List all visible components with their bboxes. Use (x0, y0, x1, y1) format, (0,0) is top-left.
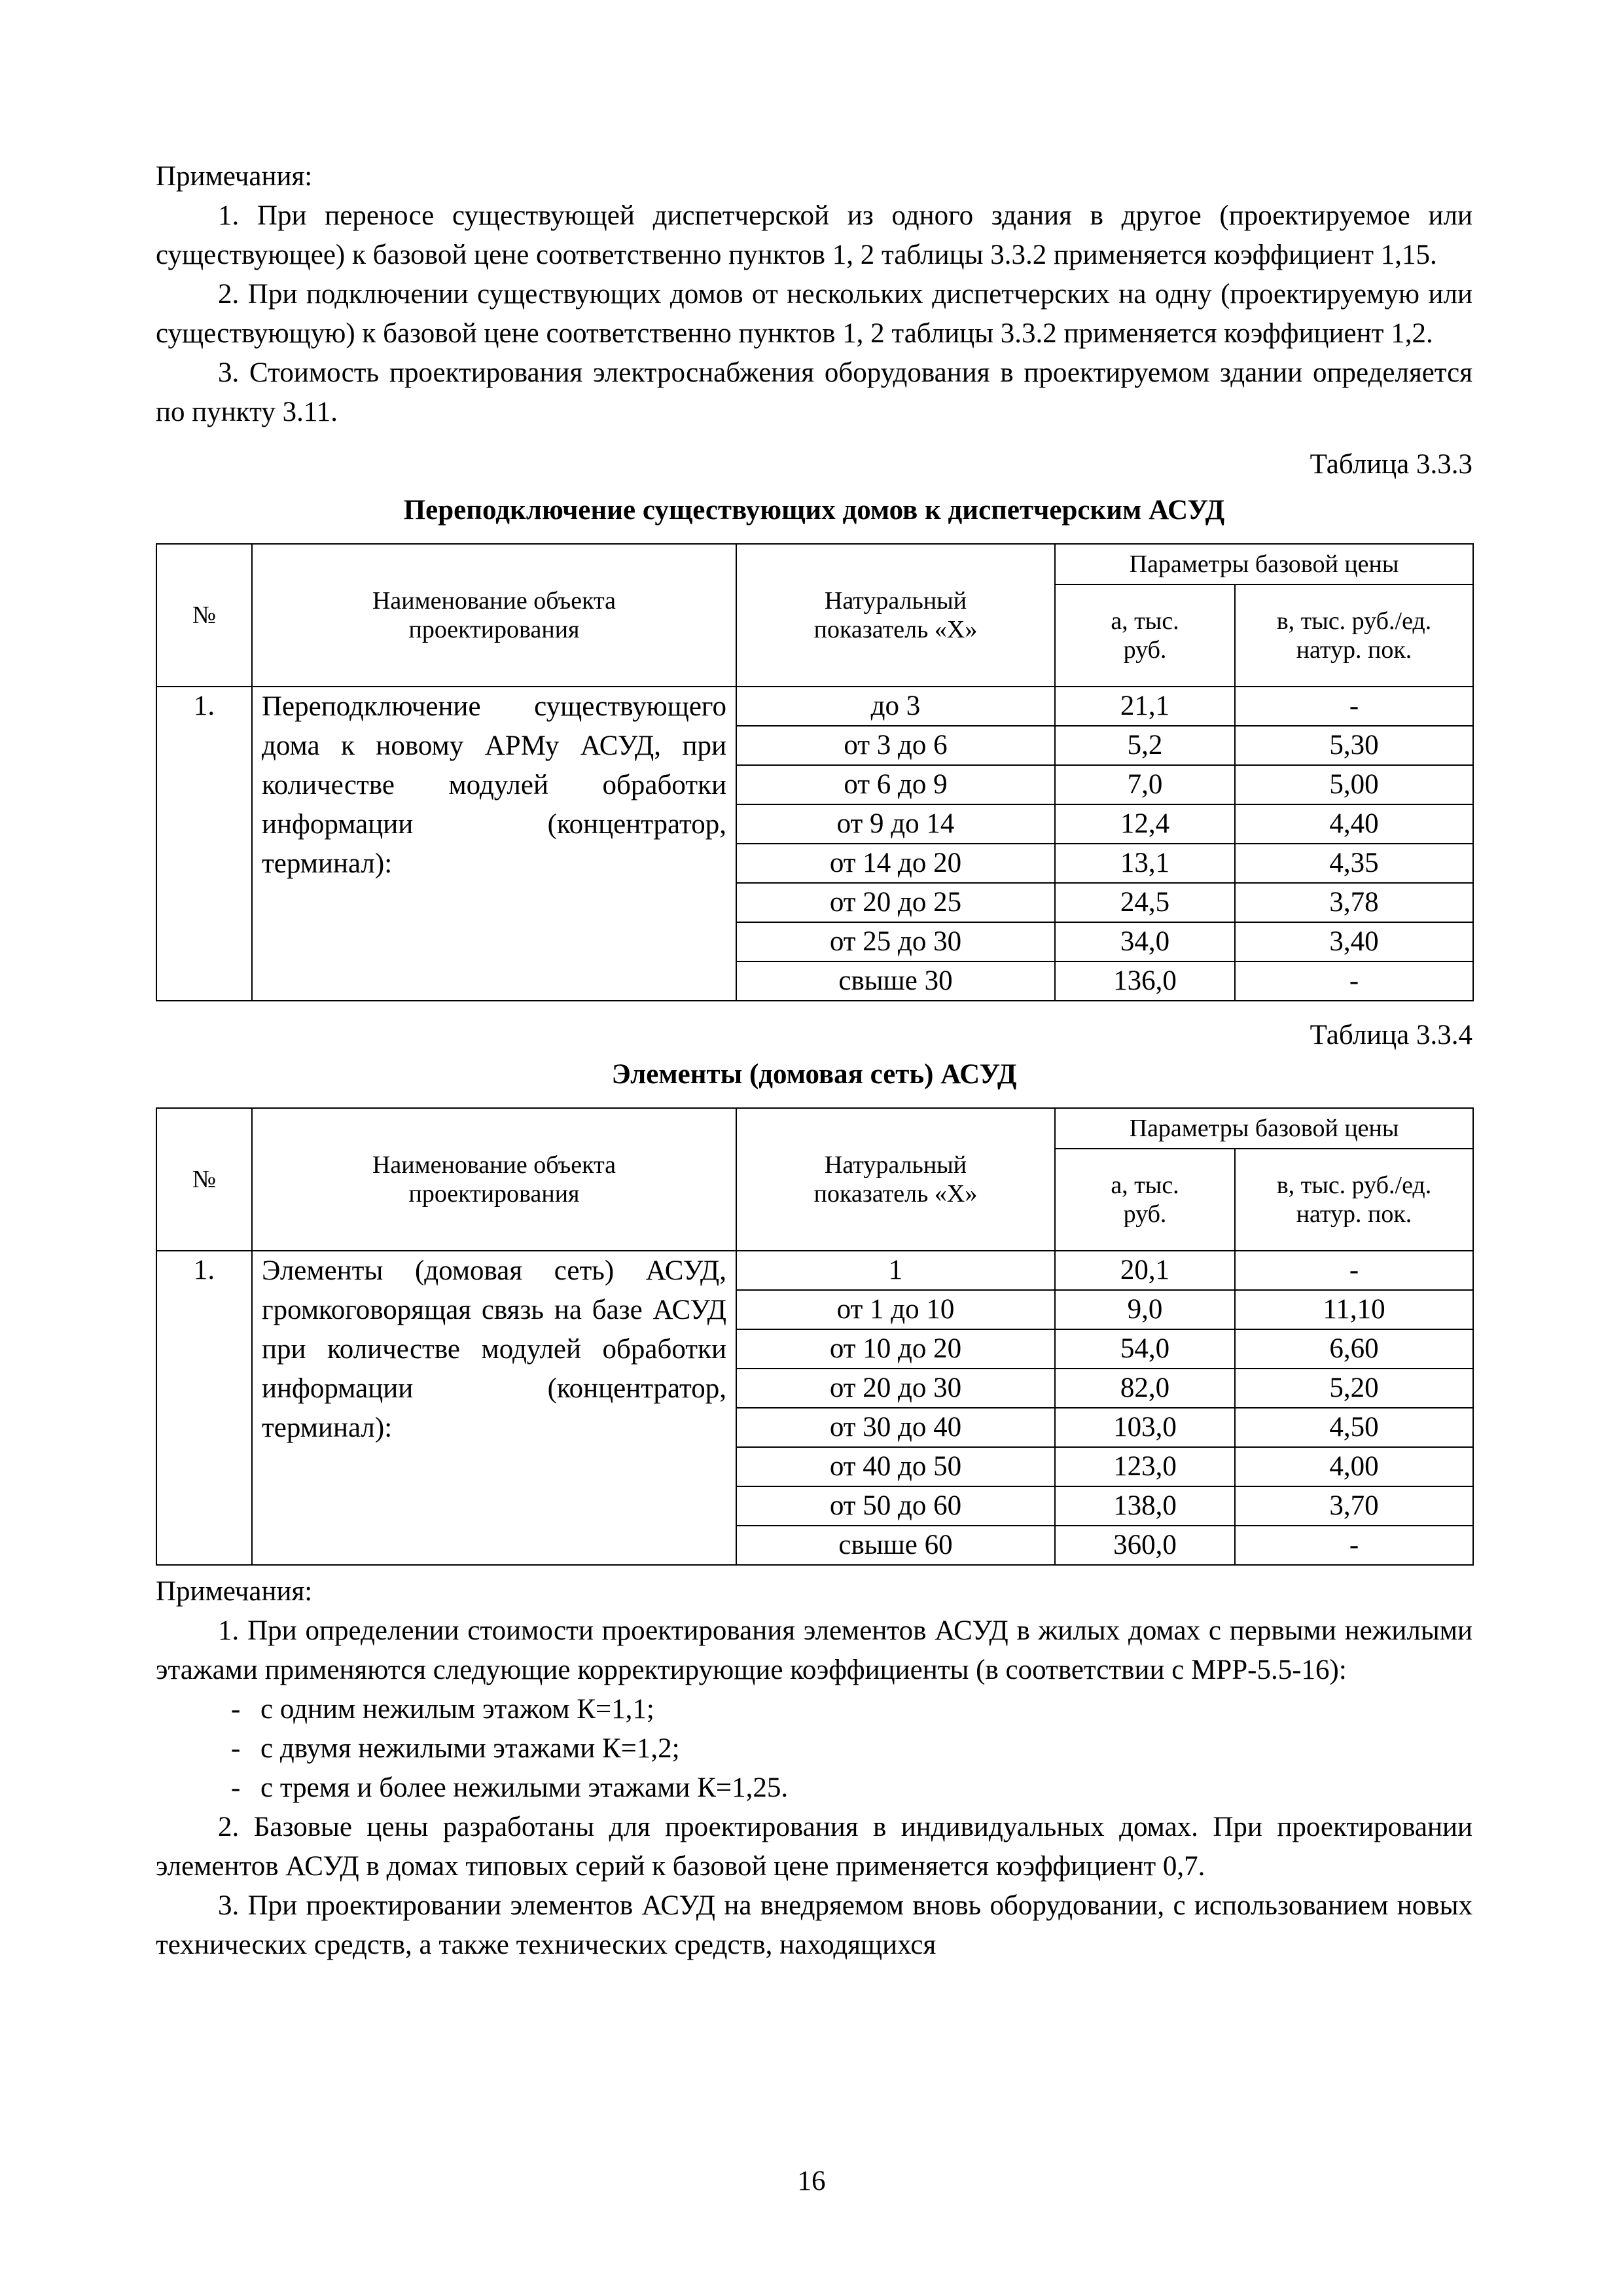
cell-a: 12,4 (1055, 804, 1235, 844)
cell-x: от 14 до 20 (736, 844, 1055, 883)
note-item: 1. При переносе существующей диспетчерской из одного здания в другое (проектируемое или существующее) к базовой цене соответственно пунктов 1, 2 таблицы 3.3.2 применяется коэффициент 1,15. (156, 200, 1472, 270)
note-item: 3. При проектировании элементов АСУД на внедряемом вновь оборудовании, с использованием новых технических средств, а также технических средств, находящихся (156, 1890, 1472, 1960)
note-item: 2. Базовые цены разработаны для проектирования в индивидуальных домах. При проектировании элементов АСУД в домах типовых серий к базовой цене применяется коэффициент 0,7. (156, 1812, 1472, 1882)
cell-a: 123,0 (1055, 1447, 1235, 1486)
row-number: 1. (156, 687, 252, 1001)
table-row (156, 1251, 1473, 1290)
row-name-text: Переподключение существующего дома к новому АРМу АСУД, при количестве модулей обработки информации (концентратор, терминал): (262, 691, 726, 879)
cell-b: 4,40 (1235, 804, 1473, 844)
page-number: 16 (797, 2166, 826, 2197)
cell-a: 136,0 (1055, 961, 1235, 1001)
cell-b: - (1235, 687, 1473, 726)
notes-heading: Примечания: (156, 161, 313, 192)
col-header-name: Наименование объекта проектирования (252, 1108, 736, 1251)
table-title: Элементы (домовая сеть) АСУД (611, 1059, 1017, 1090)
cell-x: от 50 до 60 (736, 1486, 1055, 1526)
cell-x: от 40 до 50 (736, 1447, 1055, 1486)
cell-a: 82,0 (1055, 1369, 1235, 1408)
cell-b: 3,70 (1235, 1486, 1473, 1526)
cell-x: от 20 до 25 (736, 883, 1055, 922)
cell-x: свыше 30 (736, 961, 1055, 1001)
cell-b: 3,78 (1235, 883, 1473, 922)
cell-x: от 3 до 6 (736, 726, 1055, 765)
cell-a: 7,0 (1055, 765, 1235, 804)
cell-b: 4,35 (1235, 844, 1473, 883)
cell-a: 54,0 (1055, 1329, 1235, 1369)
col-header-params: Параметры базовой цены (1055, 544, 1473, 584)
cell-x: от 10 до 20 (736, 1329, 1055, 1369)
col-header-natural: Натуральный показатель «Х» (736, 544, 1055, 687)
col-header-b: в, тыс. руб./ед. натур. пок. (1235, 1149, 1473, 1251)
cell-x: от 1 до 10 (736, 1290, 1055, 1329)
cell-a: 5,2 (1055, 726, 1235, 765)
cell-x: до 3 (736, 687, 1055, 726)
row-name (252, 687, 736, 1001)
price-table (156, 1107, 1474, 1566)
note-item: 1. При определении стоимости проектирования элементов АСУД в жилых домах с первыми нежилыми этажами применяются следующие корректирующие коэффициенты (в соответствии с МРР-5.5-16): (156, 1615, 1472, 1685)
cell-b: - (1235, 961, 1473, 1001)
col-header-num: № (156, 544, 252, 687)
cell-a: 20,1 (1055, 1251, 1235, 1290)
row-number: 1. (156, 1251, 252, 1565)
cell-b: 6,60 (1235, 1329, 1473, 1369)
cell-b: 11,10 (1235, 1290, 1473, 1329)
col-header-params: Параметры базовой цены (1055, 1108, 1473, 1149)
cell-a: 13,1 (1055, 844, 1235, 883)
cell-b: 4,50 (1235, 1408, 1473, 1447)
note-item: 3. Стоимость проектирования электроснабжения оборудования в проектируемом здании определяется по пункту 3.11. (156, 357, 1472, 427)
table-label: Таблица 3.3.4 (1310, 1020, 1472, 1050)
table-body (156, 687, 1473, 1001)
cell-b: 5,30 (1235, 726, 1473, 765)
price-table (156, 543, 1474, 1001)
cell-a: 103,0 (1055, 1408, 1235, 1447)
col-header-a: а, тыс. руб. (1055, 1149, 1235, 1251)
cell-x: свыше 60 (736, 1526, 1055, 1565)
col-header-natural: Натуральный показатель «Х» (736, 1108, 1055, 1251)
cell-b: 4,00 (1235, 1447, 1473, 1486)
table-label: Таблица 3.3.3 (1310, 449, 1472, 480)
col-header-name: Наименование объекта проектирования (252, 544, 736, 687)
cell-a: 21,1 (1055, 687, 1235, 726)
cell-b: - (1235, 1251, 1473, 1290)
cell-x: от 30 до 40 (736, 1408, 1055, 1447)
row-name-text: Элементы (домовая сеть) АСУД, громкоговорящая связь на базе АСУД при количестве модулей обработки информации (концентратор, терминал): (262, 1255, 726, 1443)
cell-b: 5,20 (1235, 1369, 1473, 1408)
note-item: 2. При подключении существующих домов от нескольких диспетчерских на одну (проектируемую или существующую) к базовой цене соответственно пунктов 1, 2 таблицы 3.3.2 применяется коэффициент 1,2. (156, 279, 1472, 349)
cell-b: - (1235, 1526, 1473, 1565)
cell-x: от 20 до 30 (736, 1369, 1055, 1408)
cell-a: 360,0 (1055, 1526, 1235, 1565)
bullet-item (156, 1729, 1472, 1768)
cell-a: 34,0 (1055, 922, 1235, 961)
bullet-text: с одним нежилым этажом К=1,1; (260, 1694, 654, 1725)
col-header-num: № (156, 1108, 252, 1251)
cell-x: 1 (736, 1251, 1055, 1290)
document-page (156, 157, 1472, 1965)
table-title: Переподключение существующих домов к диспетчерским АСУД (403, 495, 1225, 526)
cell-x: от 6 до 9 (736, 765, 1055, 804)
bullet-text: с двумя нежилыми этажами К=1,2; (260, 1733, 680, 1764)
row-name (252, 1251, 736, 1565)
col-header-b: в, тыс. руб./ед. натур. пок. (1235, 584, 1473, 687)
cell-a: 9,0 (1055, 1290, 1235, 1329)
cell-x: от 9 до 14 (736, 804, 1055, 844)
col-header-a: а, тыс. руб. (1055, 584, 1235, 687)
cell-a: 138,0 (1055, 1486, 1235, 1526)
bullet-item (156, 1768, 1472, 1808)
cell-b: 5,00 (1235, 765, 1473, 804)
bullet-text: с тремя и более нежилыми этажами К=1,25. (260, 1772, 789, 1803)
notes-heading: Примечания: (156, 1576, 313, 1607)
cell-b: 3,40 (1235, 922, 1473, 961)
bullet-item (156, 1690, 1472, 1729)
cell-a: 24,5 (1055, 883, 1235, 922)
table-body (156, 1251, 1473, 1565)
table-row (156, 687, 1473, 726)
cell-x: от 25 до 30 (736, 922, 1055, 961)
